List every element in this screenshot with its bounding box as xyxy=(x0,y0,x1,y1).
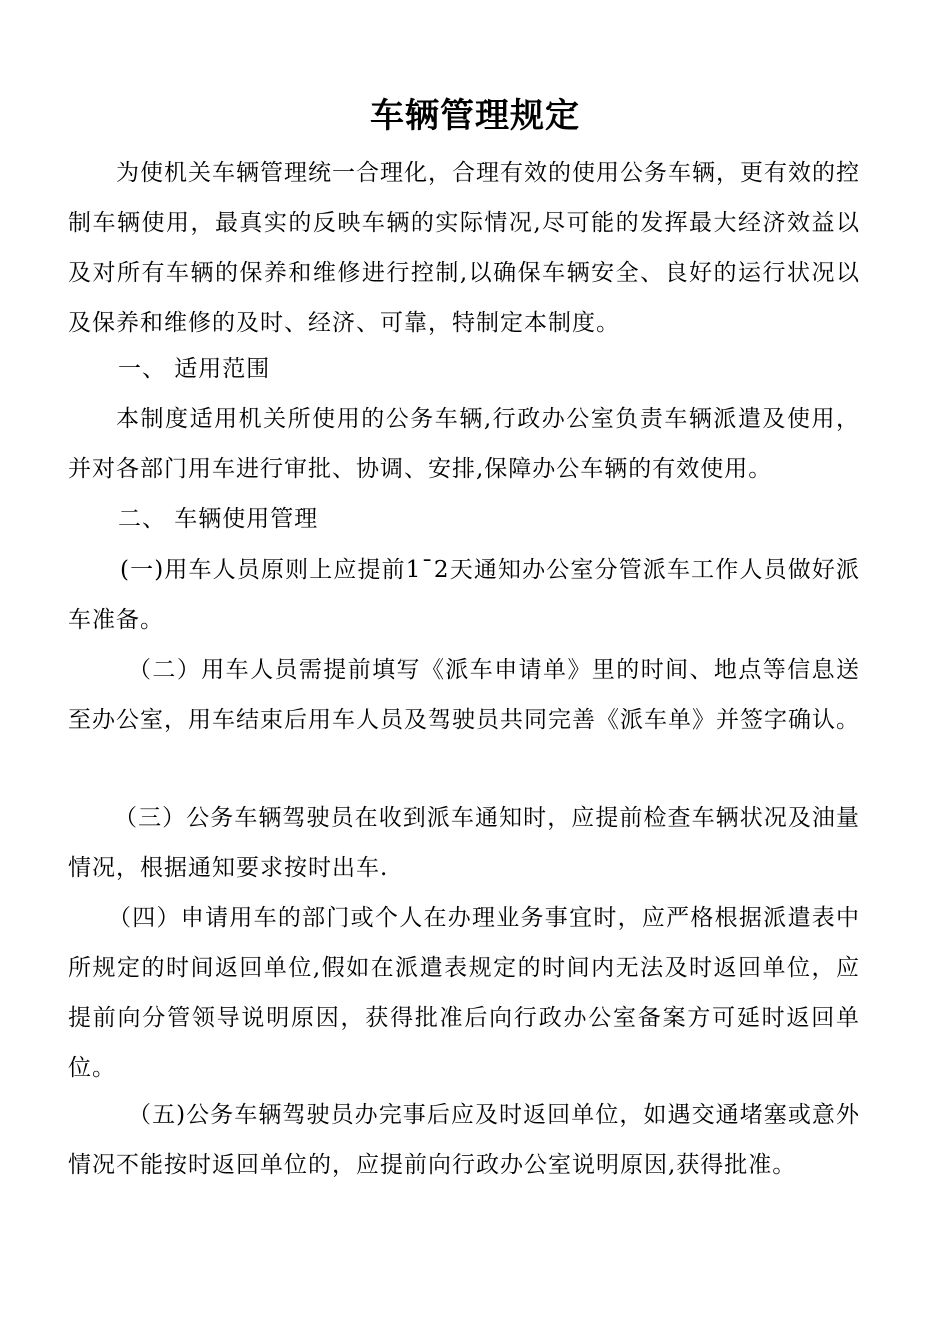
rule-item-4: （四）申请用车的部门或个人在办理业务事宜时，应严格根据派遣表中所规定的时间返回单位,假如在派遣表规定的时间内无法及时返回单位，应提前向分管领导说明原因，获得批准后向行政办公室备案方可延时返回单位。 xyxy=(68,905,860,1081)
document-title: 车辆管理规定 xyxy=(370,96,580,136)
rule-item-2: （二）用车人员需提前填写《派车申请单》里的时间、地点等信息送至办公室，用车结束后用车人员及驾驶员共同完善《派车单》并签字确认。 xyxy=(68,657,860,733)
rule-item-1: (一)用车人员原则上应提前1¯2天通知办公室分管派车工作人员做好派车准备。 xyxy=(68,557,860,633)
section-heading-scope: 一、 适用范围 xyxy=(118,356,271,382)
rule-item-5: （五)公务车辆驾驶员办完事后应及时返回单位，如遇交通堵塞或意外情况不能按时返回单位的，应提前向行政办公室说明原因,获得批准。 xyxy=(68,1102,860,1178)
scope-paragraph: 本制度适用机关所使用的公务车辆,行政办公室负责车辆派遣及使用，并对各部门用车进行审批、协调、安排,保障办公车辆的有效使用。 xyxy=(68,406,860,482)
intro-paragraph: 为使机关车辆管理统一合理化，合理有效的使用公务车辆，更有效的控制车辆使用，最真实的反映车辆的实际情况,尽可能的发挥最大经济效益以及对所有车辆的保养和维修进行控制,以确保车辆安全、良好的运行状况以及保养和维修的及时、经济、可靠，特制定本制度。 xyxy=(68,160,860,336)
rule-item-3: （三）公务车辆驾驶员在收到派车通知时，应提前检查车辆状况及油量情况，根据通知要求按时出车. xyxy=(68,805,860,881)
section-heading-vehicle-use: 二、 车辆使用管理 xyxy=(118,506,319,532)
